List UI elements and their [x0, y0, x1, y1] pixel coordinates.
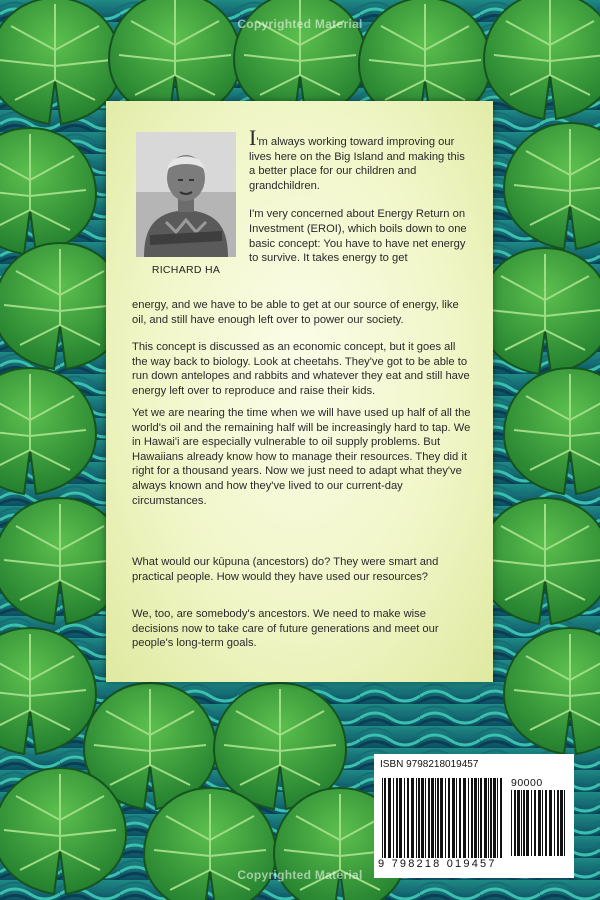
- isbn-digits: 9 798218 019457: [378, 858, 497, 870]
- drop-cap: I: [249, 125, 257, 150]
- price-code: 90000: [511, 777, 543, 789]
- paragraph-ancestors: We, too, are somebody's ancestors. We need to make wise decisions now to take care of future generations and meet our people's long-term goals.: [132, 608, 439, 650]
- back-cover-text-panel: [106, 101, 493, 682]
- paragraph-eroi-continued: energy, and we have to be able to get at our source of energy, like oil, and still have enough left over to power our society.: [132, 299, 459, 326]
- copyright-watermark-bottom: Copyrighted Material: [237, 868, 363, 882]
- isbn-label: ISBN 9798218019457: [380, 759, 479, 770]
- paragraph-oil: Yet we are nearing the time when we will have used up half of all the world's oil and the remaining half will be increasingly hard to tap. We in Hawai'i are especially vulnerable to oil supply problems. But Hawaiians already know how to manage their resources. They did it right for a thousand years. Now we just need to adapt what they've always known and how they've lived to our current-day circumstances.: [132, 407, 471, 507]
- paragraph-kupuna: What would our kūpuna (ancestors) do? They were smart and practical people. How would they have used our resources?: [132, 556, 439, 583]
- barcode-bars: [382, 778, 504, 858]
- copyright-watermark-top: Copyrighted Material: [237, 17, 363, 31]
- paragraph-biology: This concept is discussed as an economic concept, but it goes all the way back to biology. Look at cheetahs. They've got to be able to run down antelopes and rabbits and whatever they eat and still have energy left over to reproduce and raise their kids.: [132, 341, 470, 397]
- paragraph-eroi: I'm very concerned about Energy Return on Investment (EROI), which boils down to one basic concept: You have to have net energy to survive. It takes energy to get: [249, 208, 467, 265]
- photo-caption: RICHARD HA: [151, 264, 221, 276]
- intro-text-block: [249, 125, 474, 266]
- isbn-barcode: [374, 754, 574, 878]
- barcode-addon-bars: [511, 790, 567, 856]
- author-photo: [136, 132, 236, 257]
- paragraph-intro-text: 'm always working toward improving our lives here on the Big Island and making this a better place for our children and grandchildren.: [249, 136, 465, 192]
- paragraph-intro: [249, 125, 474, 193]
